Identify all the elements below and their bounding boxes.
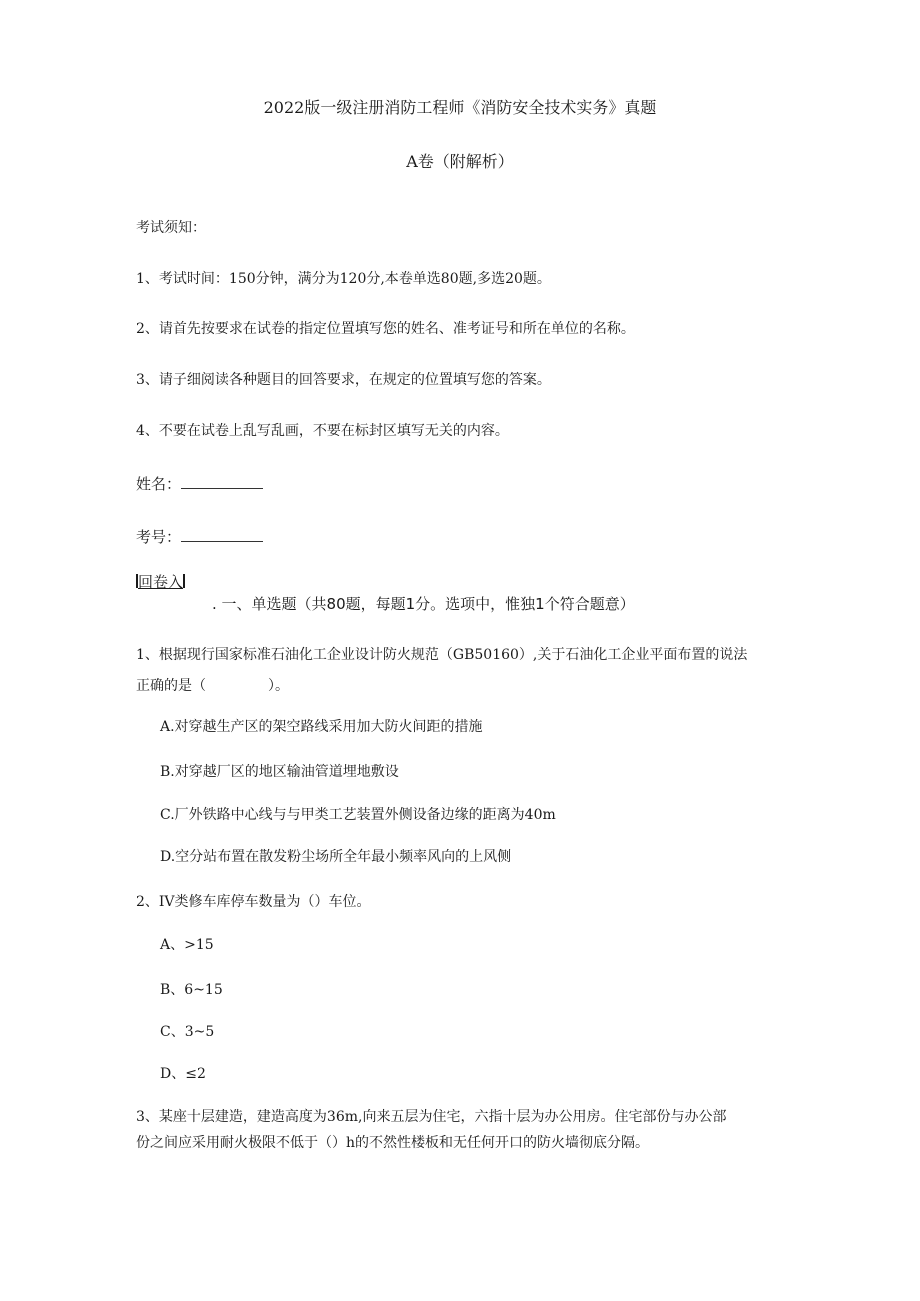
exam-number-label: 考号：: [136, 528, 182, 546]
page-title: 2022版一级注册消防工程师《消防安全技术实务》真题: [263, 98, 657, 117]
question-stem-line2: 份之间应采用耐火极限不低于（）h的不然性楼板和无任何开口的防火墙彻底分隔。: [136, 1135, 650, 1151]
question-option[interactable]: C、3~5: [160, 1024, 215, 1040]
instruction-item: 3、请子细阅读各种题目的回答要求，在规定的位置填写您的答案。: [136, 372, 551, 388]
question-stem: 3、某座十层建造，建造高度为36m,向来五层为住宅，六指十层为办公用房。住宅部份与办公部: [136, 1109, 727, 1125]
question-stem-line2: 正确的是（ ）。: [136, 678, 289, 694]
instruction-item: 1、考试时间：150分钟，满分为120分,本卷单选80题,多选20题。: [136, 271, 551, 287]
question-option[interactable]: D.空分站布置在散发粉尘场所全年最小频率风向的上风侧: [160, 849, 512, 865]
question-option[interactable]: A、>15: [160, 937, 214, 953]
question-option[interactable]: A.对穿越生产区的架空路线采用加大防火间距的措施: [160, 719, 483, 735]
question-option[interactable]: D、≤2: [160, 1066, 206, 1082]
page-subtitle: A卷（附解析）: [406, 152, 514, 171]
name-label: 姓名：: [136, 475, 182, 493]
instruction-item: 2、请首先按要求在试卷的指定位置填写您的姓名、准考证号和所在单位的名称。: [136, 321, 635, 337]
instructions-heading: 考试须知：: [136, 220, 206, 236]
section-heading: . 一、单选题（共80题，每题1分。选项中，惟独1个符合题意）: [212, 595, 635, 613]
question-option[interactable]: B.对穿越厂区的地区输油管道埋地敷设: [160, 764, 399, 780]
question-option[interactable]: B、6~15: [160, 982, 223, 998]
name-blank-line[interactable]: [181, 474, 263, 489]
exam-number-field[interactable]: [136, 527, 263, 547]
question-option[interactable]: C.厂外铁路中心线与与甲类工艺装置外侧设备边缘的距离为40m: [160, 807, 556, 823]
marker-bar-right: [183, 574, 185, 588]
exam-number-blank-line[interactable]: [181, 527, 263, 542]
question-stem: 2、IV类修车库停车数量为（）车位。: [136, 894, 371, 910]
name-field[interactable]: [136, 474, 263, 494]
section-marker-text: 回卷入: [138, 573, 184, 591]
question-stem: 1、根据现行国家标准石油化工企业设计防火规范（GB50160）,关于石油化工企业平面布置的说法: [136, 647, 748, 663]
instruction-item: 4、不要在试卷上乱写乱画，不要在标封区填写无关的内容。: [136, 423, 509, 439]
section-marker: [136, 572, 185, 592]
